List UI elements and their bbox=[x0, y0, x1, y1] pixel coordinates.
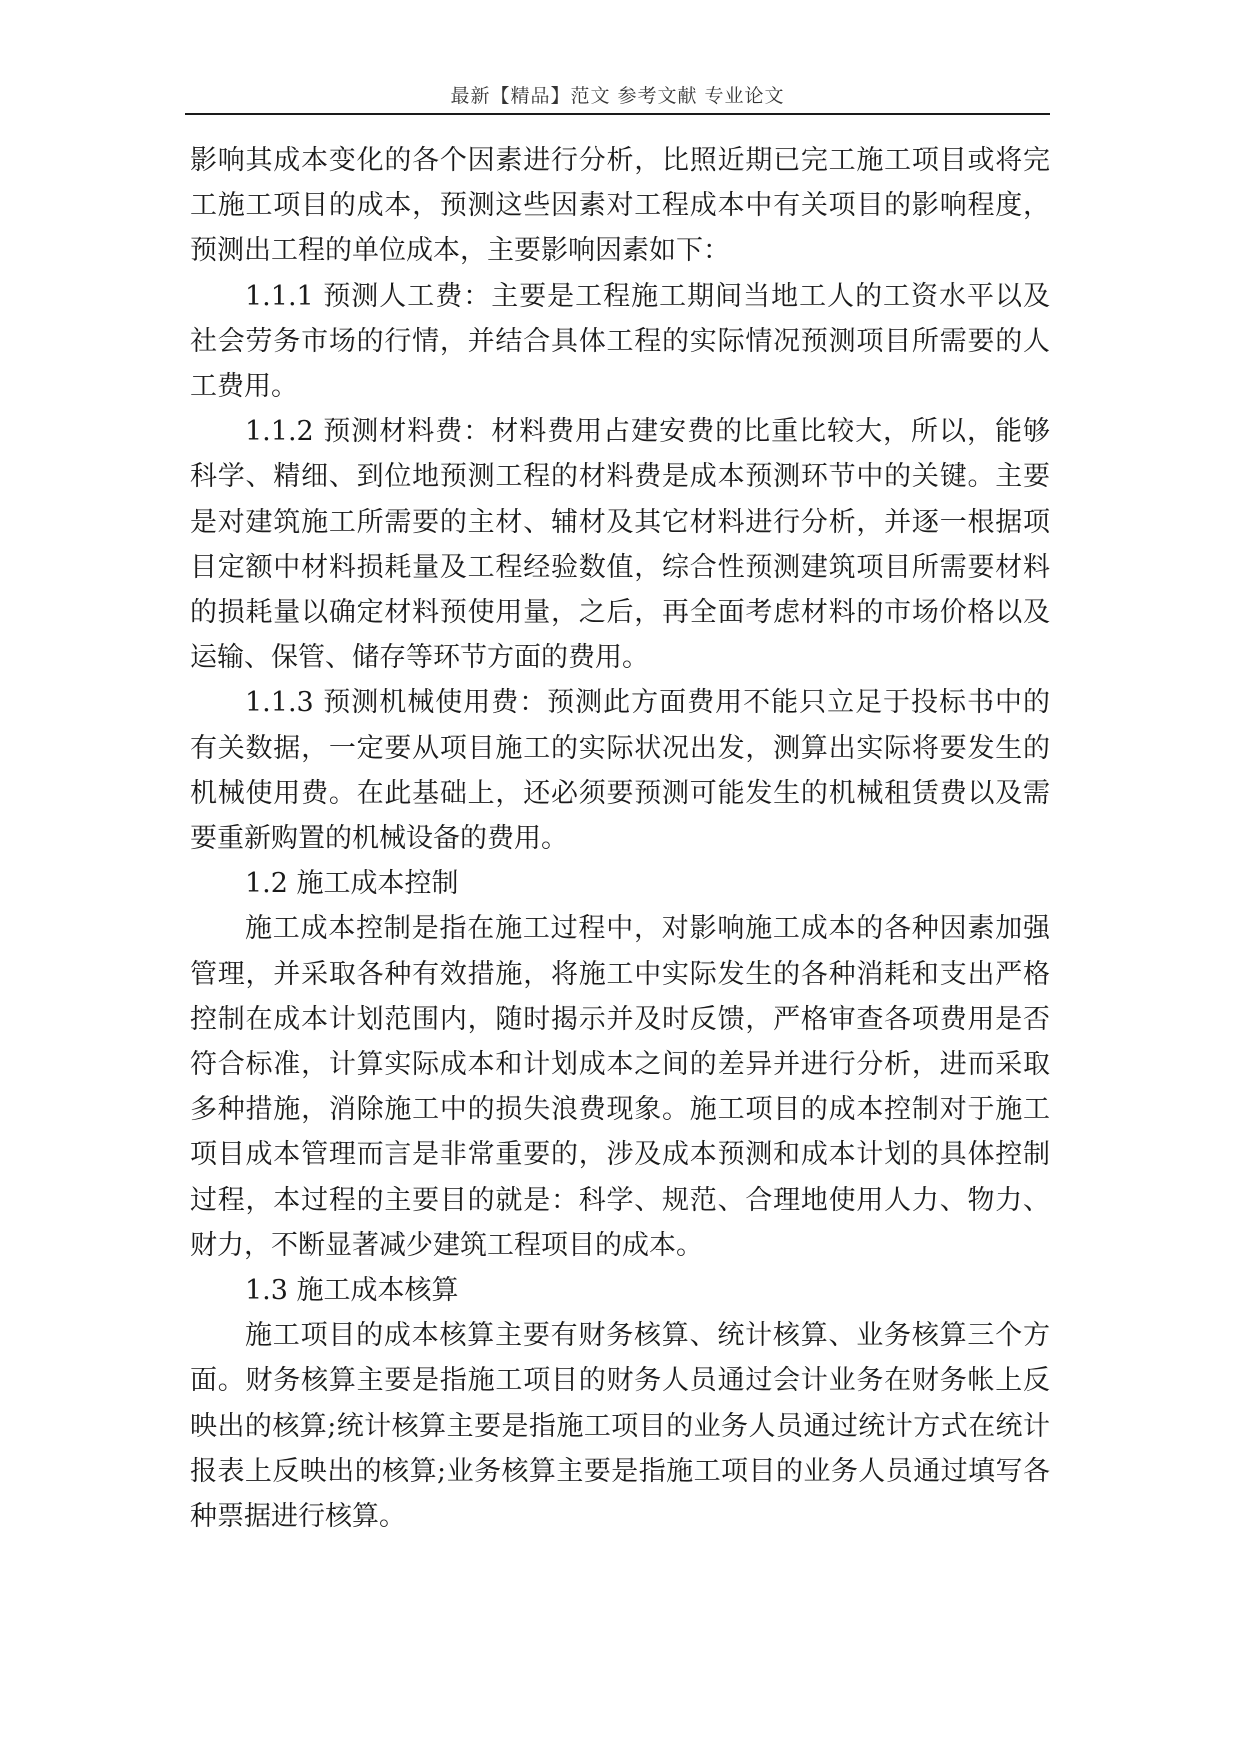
section-heading-1-2: 1.2 施工成本控制 bbox=[245, 868, 459, 900]
document-body bbox=[190, 138, 1050, 1539]
paragraph-cost-accounting: 施工项目的成本核算主要有财务核算、统计核算、业务核算三个方面。财务核算主要是指施工项目的财务人员通过会计业务在财务帐上反映出的核算;统计核算主要是指施工项目的业务人员通过统计方式在统计报表上反映出的核算;业务核算主要是指施工项目的业务人员通过填写各种票据进行核算。 bbox=[190, 1320, 1050, 1533]
paragraph-1-1-3: 1.1.3 预测机械使用费：预测此方面费用不能只立足于投标书中的有关数据，一定要从项目施工的实际状况出发，测算出实际将要发生的机械使用费。在此基础上，还必须要预测可能发生的机械租赁费以及需要重新购置的机械设备的费用。 bbox=[190, 687, 1050, 855]
section-heading-1-3: 1.3 施工成本核算 bbox=[245, 1275, 459, 1307]
page-header: 最新【精品】范文 参考文献 专业论文 bbox=[450, 85, 785, 107]
paragraph-cost-control: 施工成本控制是指在施工过程中，对影响施工成本的各种因素加强管理，并采取各种有效措施，将施工中实际发生的各种消耗和支出严格控制在成本计划范围内，随时揭示并及时反馈，严格审查各项费用是否符合标准，计算实际成本和计划成本之间的差异并进行分析，进而采取多种措施，消除施工中的损失浪费现象。施工项目的成本控制对于施工项目成本管理而言是非常重要的，涉及成本预测和成本计划的具体控制过程，本过程的主要目的就是：科学、规范、合理地使用人力、物力、财力，不断显著减少建筑工程项目的成本。 bbox=[190, 913, 1050, 1261]
paragraph-1-1-1: 1.1.1 预测人工费：主要是工程施工期间当地工人的工资水平以及社会劳务市场的行情，并结合具体工程的实际情况预测项目所需要的人工费用。 bbox=[190, 280, 1050, 403]
paragraph-1-1-2: 1.1.2 预测材料费：材料费用占建安费的比重比较大，所以，能够科学、精细、到位地预测工程的材料费是成本预测环节中的关键。主要是对建筑施工所需要的主材、辅材及其它材料进行分析，并逐一根据项目定额中材料损耗量及工程经验数值，综合性预测建筑项目所需要材料的损耗量以确定材料预使用量，之后，再全面考虑材料的市场价格以及运输、保管、储存等环节方面的费用。 bbox=[190, 416, 1050, 674]
header-divider bbox=[185, 113, 1050, 115]
paragraph-1: 影响其成本变化的各个因素进行分析，比照近期已完工施工项目或将完工施工项目的成本，预测这些因素对工程成本中有关项目的影响程度，预测出工程的单位成本，主要影响因素如下： bbox=[190, 145, 1050, 267]
